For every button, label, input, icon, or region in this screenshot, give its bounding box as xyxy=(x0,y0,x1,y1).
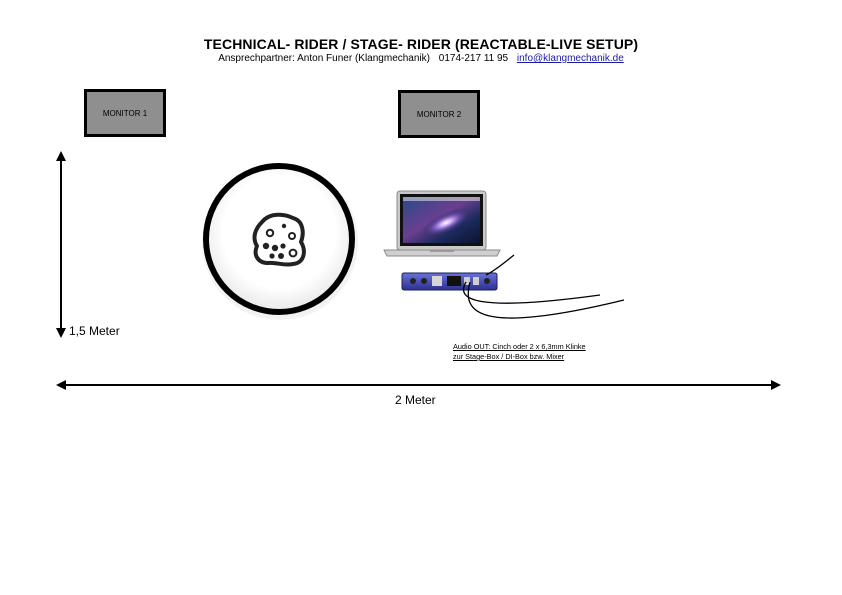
audio-interface-icon xyxy=(402,273,497,290)
monitor-1-label: MONITOR 1 xyxy=(102,108,148,118)
audio-out-note-line1: Audio OUT: Cinch oder 2 x 6,3mm Klinke xyxy=(453,342,586,351)
monitor-2-label: MONITOR 2 xyxy=(416,109,462,119)
height-dimension-arrow xyxy=(56,151,66,338)
width-label: 2 Meter xyxy=(395,393,436,407)
laptop-icon xyxy=(384,191,500,256)
height-label: 1,5 Meter xyxy=(69,324,120,338)
width-dimension-arrow xyxy=(56,380,781,390)
audio-out-note xyxy=(453,342,623,362)
contact-phone: 0174-217 11 95 xyxy=(438,53,509,64)
contact-person: Ansprechpartner: Anton Funer (Klangmechanik) xyxy=(218,53,430,64)
reactable-logo-icon xyxy=(255,215,304,265)
page-title: TECHNICAL- RIDER / STAGE- RIDER (REACTABLE-LIVE SETUP) xyxy=(203,36,639,52)
audio-out-note-line2: zur Stage-Box / DI-Box bzw. Mixer xyxy=(453,352,565,361)
contact-email-link[interactable]: info@klangmechanik.de xyxy=(516,53,624,64)
